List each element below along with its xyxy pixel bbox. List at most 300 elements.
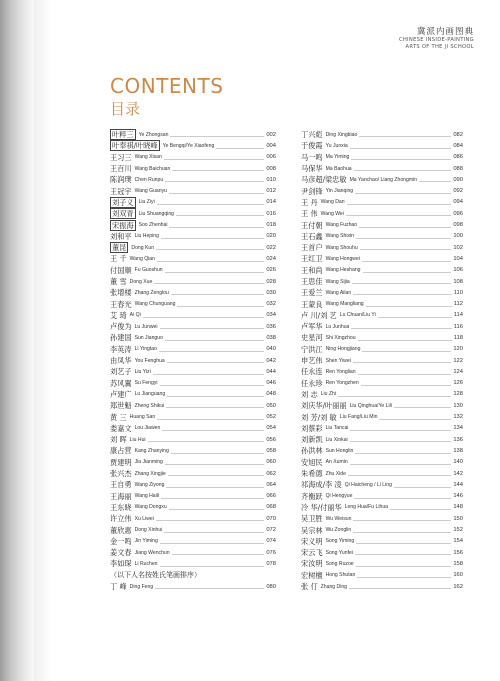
toc-entry[interactable] (301, 547, 463, 558)
dot-leader (351, 159, 451, 160)
dot-leader (351, 328, 451, 329)
page-number: 104 (453, 255, 463, 262)
dot-leader (390, 509, 451, 510)
artist-name-pinyin: Liu Ziyi (138, 199, 155, 206)
dot-leader (378, 317, 452, 318)
artist-name-chinese: 吴宗林 (301, 525, 323, 535)
page-number: 150 (453, 515, 463, 522)
toc-entry[interactable] (301, 208, 463, 219)
artist-name-chinese: 安旭民 (301, 457, 323, 467)
page-number: 100 (453, 233, 463, 240)
artist-name-pinyin: You Fenghua (134, 357, 165, 364)
artist-name-pinyin: Dong Xue (129, 278, 153, 285)
toc-entry[interactable] (301, 581, 463, 592)
artist-name-pinyin: Song Yunfei (325, 549, 353, 556)
page-number: 016 (266, 210, 276, 217)
toc-entry[interactable] (110, 265, 276, 276)
toc-entry[interactable] (301, 231, 463, 242)
toc-entry[interactable] (301, 140, 463, 151)
artist-name-chinese: 任永珍 (301, 378, 323, 388)
page-number: 094 (453, 199, 463, 206)
dot-leader (379, 419, 451, 420)
book-title-english-line1: CHINESE INSIDE-PAINTING (398, 37, 474, 43)
page-number: 078 (266, 560, 276, 567)
artist-name-chinese: 王自勇 (110, 480, 132, 490)
artist-name-chinese: 宏树檀 (301, 570, 323, 580)
toc-entry[interactable] (110, 457, 276, 468)
page-number: 112 (453, 301, 463, 308)
artist-name-pinyin: Wang Chunguang (134, 301, 176, 308)
toc-entry[interactable] (110, 231, 276, 242)
page-number: 046 (266, 380, 276, 387)
page-number: 106 (453, 267, 463, 274)
page-number: 122 (453, 357, 463, 364)
contents-heading-chinese: 目录 (110, 100, 141, 118)
dot-leader (165, 181, 264, 182)
dot-leader (350, 464, 452, 465)
toc-entry[interactable] (110, 140, 276, 151)
toc-entry[interactable] (301, 558, 463, 569)
toc-entry[interactable] (301, 457, 463, 468)
toc-entry[interactable] (301, 174, 463, 185)
page-number: 002 (266, 131, 276, 138)
artist-name-pinyin: Lu Junwei (134, 323, 158, 330)
artist-name-chinese: 马彦超/梁忠敏 (301, 175, 347, 185)
artist-name-chinese: 张增楼 (110, 288, 132, 298)
page-number: 070 (266, 515, 276, 522)
page-number: 118 (453, 334, 463, 341)
dot-leader (160, 543, 265, 544)
dot-leader (171, 294, 264, 295)
toc-entry[interactable] (110, 174, 276, 185)
dot-leader (350, 148, 452, 149)
page-number: 066 (266, 493, 276, 500)
artist-name-pinyin: Wang Mangliang (325, 301, 364, 308)
toc-entry[interactable] (110, 242, 276, 253)
dot-leader (170, 136, 264, 137)
dot-leader (358, 340, 452, 341)
page-number: 058 (266, 447, 276, 454)
artist-name-pinyin: Sun Honglin (325, 447, 354, 454)
page-number: 098 (453, 222, 463, 229)
page-number: 014 (266, 199, 276, 206)
dot-leader (169, 193, 264, 194)
artist-name-pinyin: Ma Baohua (325, 165, 352, 172)
toc-entry[interactable] (110, 558, 276, 569)
artist-name-pinyin: Wang Shixin (325, 233, 354, 240)
artist-name-pinyin: Qi Haicheng / Li Ling (344, 481, 392, 488)
toc-entry[interactable] (301, 491, 463, 502)
artist-name-chinese: 由凤华 (110, 356, 132, 366)
artist-name-pinyin: Ren Yongzhen (325, 380, 359, 387)
artist-name-chinese: 叶奉祺/叶晓峰 (112, 141, 158, 151)
dot-leader (159, 351, 264, 352)
artist-name-pinyin: Wang Qian (129, 255, 155, 262)
toc-entry[interactable] (110, 344, 276, 355)
page-number: 026 (266, 267, 276, 274)
artist-name-pinyin: Yin Jianqing (325, 188, 354, 195)
artist-name-chinese: 董欣惠 (110, 525, 132, 535)
toc-entry[interactable] (301, 332, 463, 343)
artist-name-chinese: 王海丽 (110, 491, 132, 501)
toc-entry[interactable] (301, 298, 463, 309)
dot-leader (419, 181, 451, 182)
dot-leader (353, 532, 451, 533)
artist-name-pinyin: Wang Ailan (325, 289, 352, 296)
artist-name-chinese: 宋振海 (112, 220, 134, 230)
toc-entry[interactable] (110, 163, 276, 174)
page-number: 012 (266, 188, 276, 195)
toc-entry[interactable] (110, 400, 276, 411)
page-number: 146 (453, 493, 463, 500)
artist-name-pinyin: Wang Wei (320, 210, 344, 217)
dot-leader (355, 193, 451, 194)
artist-name-chinese: 宋云飞 (301, 548, 323, 558)
toc-entry[interactable] (110, 547, 276, 558)
dot-leader (350, 441, 452, 442)
dot-leader (153, 374, 265, 375)
toc-entry[interactable] (301, 321, 463, 332)
artist-name-chinese: 姜文春 (110, 548, 132, 558)
artist-name-pinyin: Wu Weisun (325, 515, 352, 522)
dot-leader (148, 441, 265, 442)
page-number: 130 (453, 402, 463, 409)
page-number: 018 (266, 222, 276, 229)
artist-name-pinyin: Ma Yanchao/ Liang Zhongmin (349, 176, 418, 183)
artist-name-pinyin: An Xumin (325, 459, 348, 466)
artist-name-pinyin: Ma Yiming (325, 154, 350, 161)
artist-name-pinyin: Wang Ziyong (134, 481, 165, 488)
artist-name-pinyin: Ye Bengqi/Ye Xiaofeng (162, 142, 215, 149)
artist-name-chinese: 吴卫胜 (301, 514, 323, 524)
toc-entry[interactable] (301, 423, 463, 434)
dot-leader (353, 294, 452, 295)
artist-name-pinyin: Huang San (129, 414, 156, 421)
page-number: 160 (453, 572, 463, 579)
artist-name-pinyin: Ren Yonglian (325, 368, 356, 375)
dot-leader (171, 453, 264, 454)
toc-entry[interactable] (301, 310, 463, 321)
artist-name-chinese: 刘和平 (110, 231, 132, 241)
book-title-english-line2: ARTS OF THE JI SCHOOL (405, 44, 474, 50)
toc-entry[interactable] (301, 434, 463, 445)
dot-leader (359, 136, 451, 137)
artist-name-pinyin: Liu Fang/Liu Min (339, 414, 378, 421)
artist-name-chinese: 卢军华 (301, 322, 323, 332)
dot-leader (160, 385, 265, 386)
artist-name-chinese: 王 伟 (301, 209, 318, 219)
page-number: 006 (266, 154, 276, 161)
toc-entry[interactable] (110, 355, 276, 366)
artist-name-chinese: 刘新凯 (301, 435, 323, 445)
dot-leader (166, 487, 264, 488)
toc-entry[interactable] (110, 536, 276, 547)
page-number: 136 (453, 436, 463, 443)
page-number: 158 (453, 560, 463, 567)
toc-entry[interactable] (110, 310, 276, 321)
dot-leader (366, 306, 452, 307)
artist-name-chinese: 王东晓 (110, 502, 132, 512)
toc-entry[interactable] (110, 479, 276, 490)
toc-entry[interactable] (110, 491, 276, 502)
toc-entry[interactable] (110, 524, 276, 535)
artist-name-chinese: 苏风翼 (110, 378, 132, 388)
artist-name-pinyin: Ye Zhongsan (138, 131, 169, 138)
toc-entry[interactable] (301, 152, 463, 163)
artist-name-chinese: 陈润璞 (110, 175, 132, 185)
toc-entry[interactable] (301, 513, 463, 524)
page-number: 044 (266, 368, 276, 375)
toc-entry[interactable] (301, 366, 463, 377)
dot-leader (157, 261, 264, 262)
artist-name-chinese: 刘双青 (112, 209, 134, 219)
artist-name-chinese: 卢 川/刘 艺 (301, 310, 337, 320)
artist-name-pinyin: Kang Zhanying (134, 447, 169, 454)
artist-name-pinyin: Wu Zonglin (325, 527, 352, 534)
toc-entry[interactable] (110, 502, 276, 513)
toc-entry[interactable] (110, 321, 276, 332)
artist-name-pinyin: Sun Jianguo (134, 334, 163, 341)
artist-name-pinyin: Soo Zhenhai (138, 222, 168, 229)
toc-entry[interactable] (110, 378, 276, 389)
toc-entry[interactable] (110, 366, 276, 377)
artist-name-chinese: 丁兴彪 (301, 130, 323, 140)
artist-name-chinese: 于俊霞 (301, 141, 323, 151)
artist-name-pinyin: Fu Guoshun (134, 267, 163, 274)
artist-name-pinyin: Leng Hua/Fu Lihua (344, 504, 388, 511)
artist-name-chinese: 齐衡跃 (301, 491, 323, 501)
page-number: 132 (453, 414, 463, 421)
toc-entry[interactable] (110, 445, 276, 456)
toc-entry[interactable] (301, 197, 463, 208)
artist-name-pinyin: Zhu Xide (325, 470, 346, 477)
toc-entry[interactable] (110, 389, 276, 400)
dot-leader (347, 204, 452, 205)
page-number: 042 (266, 357, 276, 364)
toc-entry[interactable] (110, 332, 276, 343)
toc-entry[interactable] (301, 389, 463, 400)
toc-entry[interactable] (301, 355, 463, 366)
page-number: 068 (266, 504, 276, 511)
page-number: 052 (266, 414, 276, 421)
toc-entry[interactable] (301, 411, 463, 422)
page-number: 144 (453, 481, 463, 488)
artist-name-chinese: 王冠宇 (110, 186, 132, 196)
artist-name-pinyin: Wang Hongwei (325, 255, 360, 262)
page-number: 114 (453, 312, 463, 319)
toc-entry[interactable] (301, 276, 463, 287)
dot-leader (160, 566, 265, 567)
toc-entry[interactable] (301, 287, 463, 298)
toc-entry[interactable] (301, 445, 463, 456)
artist-name-chinese: 刘艺子 (110, 367, 132, 377)
artist-name-chinese: 王百川 (110, 164, 132, 174)
page-number: 092 (453, 188, 463, 195)
page-number: 124 (453, 368, 463, 375)
artist-name-pinyin: Wang Xisan (134, 154, 162, 161)
artist-name-chinese: 金一鸣 (110, 536, 132, 546)
dot-leader (353, 520, 451, 521)
toc-entry[interactable] (301, 253, 463, 264)
dot-leader (164, 532, 264, 533)
toc-entry[interactable] (301, 400, 463, 411)
artist-name-pinyin: Su Fengyi (134, 380, 158, 387)
toc-entry[interactable] (301, 468, 463, 479)
page-number: 080 (266, 583, 276, 590)
page-number: 010 (266, 176, 276, 183)
artist-name-pinyin: Ding Xingbiao (325, 131, 358, 138)
page-number: 128 (453, 391, 463, 398)
page-number: 138 (453, 447, 463, 454)
page-number: 050 (266, 402, 276, 409)
dot-leader (166, 407, 264, 408)
page-number: 152 (453, 527, 463, 534)
artist-name-chinese: 王习三 (110, 152, 132, 162)
toc-entry[interactable] (110, 468, 276, 479)
dot-leader (143, 317, 265, 318)
artist-name-chinese: 王首户 (301, 243, 323, 253)
dot-leader (216, 148, 264, 149)
toc-entry[interactable] (301, 570, 463, 581)
artist-name-pinyin: Lou Jiawen (134, 425, 161, 432)
page-number: 048 (266, 391, 276, 398)
toc-entry[interactable] (301, 219, 463, 230)
page-number: 056 (266, 436, 276, 443)
toc-entry[interactable] (110, 423, 276, 434)
toc-entry[interactable] (301, 242, 463, 253)
dot-leader (177, 306, 264, 307)
toc-entry[interactable] (110, 219, 276, 230)
page-number: 036 (266, 323, 276, 330)
dot-leader (362, 261, 451, 262)
toc-entry[interactable] (110, 298, 276, 309)
toc-entry[interactable] (301, 378, 463, 389)
artist-name-pinyin: Liu Zhi (320, 391, 336, 398)
page-number: 126 (453, 380, 463, 387)
artist-name-chinese: 郑世魁 (110, 401, 132, 411)
artist-name-pinyin: Li Yingtao (134, 346, 157, 353)
dot-leader (161, 238, 264, 239)
artist-name-chinese: 叶粹三 (112, 130, 134, 140)
toc-right-column (301, 129, 463, 592)
artist-name-chinese: 刘 晖 (110, 435, 127, 445)
dot-leader (394, 487, 451, 488)
toc-entry[interactable] (110, 197, 276, 208)
page-number: 030 (266, 289, 276, 296)
artist-name-chinese: 刘庆华/叶丽丽 (301, 401, 347, 411)
dot-leader (356, 543, 451, 544)
page-number: 156 (453, 549, 463, 556)
artist-name-pinyin: Song Yiming (325, 538, 355, 545)
page-number: 116 (453, 323, 463, 330)
dot-leader (169, 509, 265, 510)
toc-entry[interactable] (301, 479, 463, 490)
artist-name-pinyin: Jin Yiming (134, 538, 158, 545)
artist-name-chinese: 祁海成/李 凌 (301, 480, 342, 490)
artist-name-pinyin: Wang Haili (134, 493, 160, 500)
artist-name-pinyin: Wang Guanyu (134, 188, 167, 195)
page-number: 154 (453, 538, 463, 545)
dot-leader (338, 396, 451, 397)
dot-leader (357, 577, 451, 578)
artist-name-pinyin: Liu Yizi (134, 368, 151, 375)
toc-entry[interactable] (110, 208, 276, 219)
artist-name-chinese: 王和尚 (301, 265, 323, 275)
dot-leader (355, 554, 451, 555)
toc-entry[interactable] (110, 581, 276, 592)
toc-entry[interactable] (110, 513, 276, 524)
artist-name-chinese: 宋汝明 (301, 559, 323, 569)
artist-name-chinese: 刘 芳/刘 敏 (301, 412, 337, 422)
artist-name-pinyin: Wang Dongxu (134, 504, 167, 511)
dot-leader (160, 328, 265, 329)
toc-entry[interactable] (110, 185, 276, 196)
artist-name-pinyin: Wang Heshang (325, 267, 361, 274)
toc-entry[interactable] (110, 253, 276, 264)
toc-entry[interactable] (110, 129, 276, 140)
dot-leader (172, 554, 265, 555)
artist-name-pinyin: Liu Qinghua/Ye Lili (349, 402, 392, 409)
artist-name-chinese: 马一鸣 (301, 152, 323, 162)
artist-name-chinese: 许立伟 (110, 514, 132, 524)
dot-leader (394, 407, 451, 408)
toc-entry[interactable] (110, 152, 276, 163)
toc-entry[interactable] (301, 536, 463, 547)
page-number: 088 (453, 165, 463, 172)
artist-name-pinyin: Li Ruchen (134, 560, 158, 567)
toc-entry[interactable] (301, 344, 463, 355)
page-number: 142 (453, 470, 463, 477)
dot-leader (361, 385, 452, 386)
toc-entry[interactable] (301, 163, 463, 174)
artist-name-chinese: 刘蔡彩 (301, 423, 323, 433)
toc-entry[interactable] (110, 434, 276, 445)
artist-name-pinyin: Ai Qi (129, 312, 141, 319)
dot-leader (172, 170, 264, 171)
artist-name-pinyin: Wang Sijia (325, 278, 350, 285)
toc-entry[interactable] (110, 287, 276, 298)
dot-leader (164, 159, 264, 160)
artist-name-chinese: 王爱兰 (301, 288, 323, 298)
toc-entry[interactable] (301, 524, 463, 535)
artist-name-chinese: 申艺伟 (301, 356, 323, 366)
artist-name-chinese: 娄嘉文 (110, 423, 132, 433)
toc-entry[interactable] (301, 185, 463, 196)
toc-entry[interactable] (301, 265, 463, 276)
dot-leader (363, 272, 452, 273)
page-number: 102 (453, 244, 463, 251)
artist-name-chinese: 黄 三 (110, 412, 127, 422)
artist-name-pinyin: Liu Tancai (325, 425, 349, 432)
toc-entry[interactable] (110, 276, 276, 287)
dot-leader (156, 249, 264, 250)
dot-leader (353, 362, 452, 363)
artist-name-pinyin: Liu Hui (129, 436, 146, 443)
artist-name-chinese: 艾 琦 (110, 310, 127, 320)
artist-name-chinese: 任永连 (301, 367, 323, 377)
toc-entry[interactable] (110, 411, 276, 422)
dot-leader (360, 249, 452, 250)
dot-leader (162, 430, 264, 431)
toc-entry[interactable] (301, 129, 463, 140)
toc-note-row (110, 570, 276, 581)
page-number: 084 (453, 142, 463, 149)
artist-name-pinyin: Ning Hongjiang (325, 346, 361, 353)
toc-entry[interactable] (301, 502, 463, 513)
artist-name-chinese: 付国顺 (110, 265, 132, 275)
page-number: 038 (266, 334, 276, 341)
page-number: 008 (266, 165, 276, 172)
